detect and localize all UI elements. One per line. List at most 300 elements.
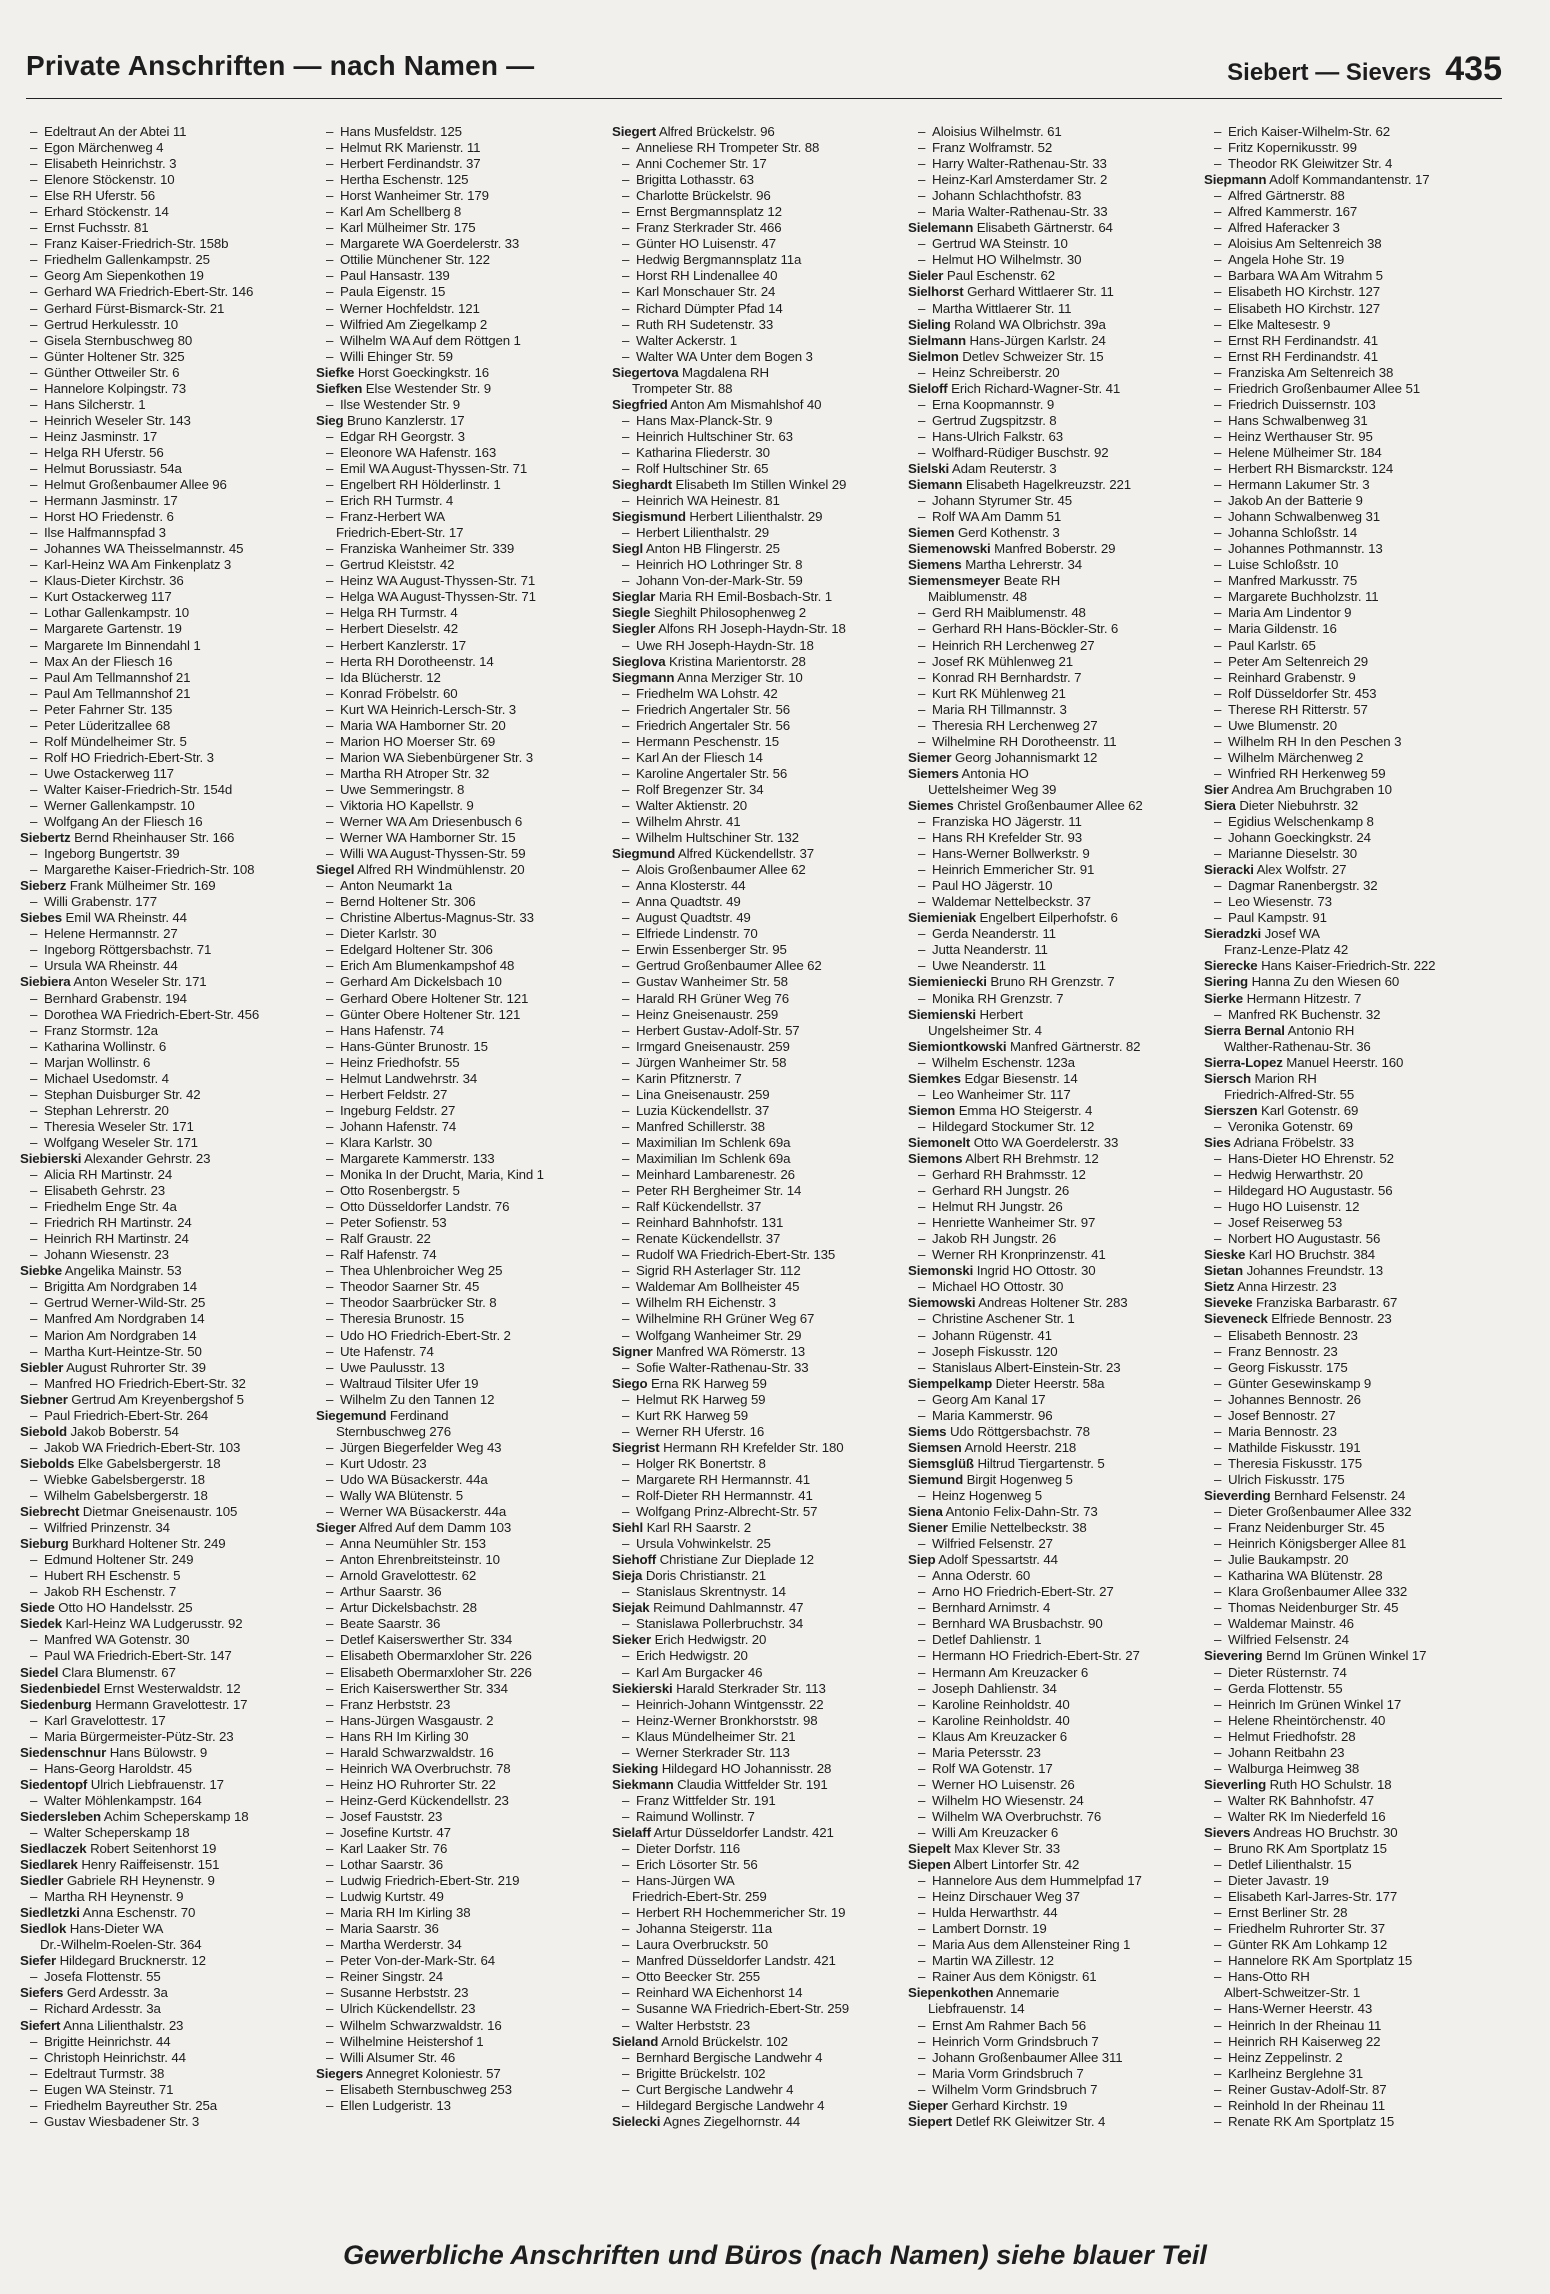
given-name-entry (612, 525, 908, 541)
given-name-entry (316, 798, 612, 814)
entry-text: Renate RK Am Sportplatz 15 (1228, 2113, 1395, 2129)
given-name-entry (612, 1071, 908, 1087)
entry-text: Franziska Barbarastr. 67 (1256, 1295, 1398, 1311)
given-name-entry (20, 1552, 316, 1568)
entry-text: Paul WA Friedrich-Ebert-Str. 147 (44, 1648, 232, 1664)
repeat-dash: – (326, 220, 334, 236)
surname: Sietz (1204, 1279, 1235, 1295)
entry-text: Fritz Kopernikusstr. 99 (1228, 140, 1357, 156)
given-name-entry (20, 1103, 316, 1119)
repeat-dash: – (326, 717, 334, 733)
entry-text: Bernhard Grabenstr. 194 (44, 990, 187, 1006)
repeat-dash: – (30, 1889, 38, 1905)
repeat-dash: – (326, 188, 334, 204)
entry-text: Jakob RH Jungstr. 26 (932, 1231, 1057, 1247)
surname: Sieracki (1204, 862, 1254, 878)
repeat-dash: – (30, 477, 38, 493)
surname: Siemen (908, 525, 955, 541)
repeat-dash: – (326, 1343, 334, 1359)
repeat-dash: – (30, 316, 38, 332)
repeat-dash: – (1214, 300, 1222, 316)
repeat-dash: – (326, 1552, 334, 1568)
entry-text: Anton Ehrenbreitsteinstr. 10 (340, 1552, 500, 1568)
entry-text: Friedhelm Enge Str. 4a (44, 1199, 177, 1215)
entry-text: Wilhelmine Heistershof 1 (340, 2033, 484, 2049)
given-name-entry (20, 413, 316, 429)
entry-text: Robert Seitenhorst 19 (90, 1841, 217, 1857)
entry-text: Dieter Karlstr. 30 (340, 926, 437, 942)
given-name-entry (1204, 1953, 1500, 1969)
entry-text: Friedrich Großenbaumer Allee 51 (1228, 380, 1420, 396)
given-name-entry (1204, 1889, 1500, 1905)
entry-text: Alois Großenbaumer Allee 62 (636, 862, 806, 878)
repeat-dash: – (326, 1086, 334, 1102)
given-name-entry (20, 557, 316, 573)
entry-text: Hugo HO Luisenstr. 12 (1228, 1199, 1360, 1215)
given-name-entry (316, 349, 612, 365)
repeat-dash: – (918, 878, 926, 894)
repeat-dash: – (918, 894, 926, 910)
given-name-entry (20, 2114, 316, 2130)
given-name-entry (612, 429, 908, 445)
repeat-dash: – (30, 1648, 38, 1664)
repeat-dash: – (918, 1712, 926, 1728)
given-name-entry (20, 188, 316, 204)
repeat-dash: – (326, 316, 334, 332)
given-name-entry (20, 461, 316, 477)
repeat-dash: – (622, 1247, 630, 1263)
entry-text: Elke Maltesestr. 9 (1228, 316, 1331, 332)
given-name-entry (1204, 2001, 1500, 2017)
entry-continuation (612, 1889, 908, 1905)
entry-text: Peter Von-der-Mark-Str. 64 (340, 1953, 495, 1969)
entry-text: Reiner Singstr. 24 (340, 1969, 443, 1985)
repeat-dash: – (30, 188, 38, 204)
given-name-entry (908, 1199, 1204, 1215)
surname-entry (612, 605, 908, 621)
entry-text: Ruth HO Schulstr. 18 (1269, 1776, 1392, 1792)
surname-entry (20, 1905, 316, 1921)
given-name-entry (20, 926, 316, 942)
surname: Sieper (908, 2097, 948, 2113)
repeat-dash: – (918, 1247, 926, 1263)
surname-entry (1204, 862, 1500, 878)
surname: Siemers (908, 765, 959, 781)
entry-text: Dorothea WA Friedrich-Ebert-Str. 456 (44, 1006, 260, 1022)
repeat-dash: – (1214, 1215, 1222, 1231)
given-name-entry (908, 1873, 1204, 1889)
entry-text: Konrad Fröbelstr. 60 (340, 685, 458, 701)
entry-text: Hermann Hitzestr. 7 (1246, 990, 1362, 1006)
entry-text: Hans Hafenstr. 74 (340, 1022, 444, 1038)
entry-text: Hedwig Bergmannsplatz 11a (636, 252, 802, 268)
entry-text: Gerd Ardesstr. 3a (66, 1985, 168, 2001)
entry-text: Bernd Rheinhauser Str. 166 (74, 830, 235, 846)
given-name-entry (612, 1472, 908, 1488)
repeat-dash: – (918, 1728, 926, 1744)
surname: Siedletzki (20, 1905, 80, 1921)
surname-entry (20, 830, 316, 846)
entry-text: Christoph Heinrichstr. 44 (44, 2049, 186, 2065)
repeat-dash: – (30, 444, 38, 460)
given-name-entry (20, 525, 316, 541)
surname-entry (20, 1504, 316, 1520)
entry-text: Maria RH Im Kirling 38 (340, 1905, 471, 1921)
entry-text: Maximilian Im Schlenk 69a (636, 1151, 791, 1166)
entry-text: Elisabeth Obermarxloher Str. 226 (340, 1664, 532, 1680)
given-name-entry (20, 2082, 316, 2098)
given-name-entry (20, 284, 316, 300)
repeat-dash: – (918, 1231, 926, 1247)
surname-entry (1204, 1247, 1500, 1263)
repeat-dash: – (326, 2097, 334, 2113)
repeat-dash: – (326, 1199, 334, 1215)
repeat-dash: – (326, 1937, 334, 1953)
repeat-dash: – (326, 749, 334, 765)
given-name-entry (1204, 1472, 1500, 1488)
surname-entry (908, 268, 1204, 284)
repeat-dash: – (622, 749, 630, 765)
entry-text: Friedhelm Ruhrorter Str. 37 (1228, 1921, 1386, 1937)
repeat-dash: – (622, 1215, 630, 1231)
entry-text: Hermann Peschenstr. 15 (636, 733, 780, 749)
given-name-entry (20, 1295, 316, 1311)
entry-text: Franziska HO Jägerstr. 11 (932, 814, 1082, 830)
given-name-entry (1204, 1729, 1500, 1745)
given-name-entry (20, 573, 316, 589)
repeat-dash: – (30, 1295, 38, 1311)
given-name-entry (316, 1937, 612, 1953)
entry-text: Egon Märchenweg 4 (44, 140, 164, 156)
surname: Siebertz (20, 830, 71, 846)
entry-text: Helmut RK Marienstr. 11 (340, 140, 481, 156)
entry-text: Wilhelm Eschenstr. 123a (932, 1054, 1075, 1070)
given-name-entry (612, 1408, 908, 1424)
given-name-entry (316, 1536, 612, 1552)
entry-text: Manfred WA Gotenstr. 30 (44, 1632, 190, 1648)
repeat-dash: – (1214, 252, 1222, 268)
entry-text: Franz Neidenburger Str. 45 (1228, 1520, 1385, 1536)
repeat-dash: – (1214, 1616, 1222, 1632)
given-name-entry (1204, 156, 1500, 172)
entry-text: Hans-Jürgen Karlstr. 24 (969, 332, 1106, 348)
repeat-dash: – (622, 1391, 630, 1407)
repeat-dash: – (918, 1600, 926, 1616)
given-name-entry (20, 204, 316, 220)
surname-entry (1204, 1135, 1500, 1151)
given-name-entry (908, 1215, 1204, 1231)
entry-text: Hermann Lakumer Str. 3 (1228, 477, 1370, 493)
entry-text: Engelbert Eilperhofstr. 6 (979, 910, 1118, 926)
given-name-entry (20, 846, 316, 862)
given-name-entry (20, 1039, 316, 1055)
repeat-dash: – (622, 1199, 630, 1215)
repeat-dash: – (326, 974, 334, 990)
surname-entry (612, 1376, 908, 1392)
repeat-dash: – (622, 1873, 630, 1889)
given-name-entry (1204, 349, 1500, 365)
repeat-dash: – (1214, 1600, 1222, 1616)
entry-text: Holger RK Bonertstr. 8 (636, 1455, 766, 1471)
repeat-dash: – (30, 1728, 38, 1744)
given-name-entry (612, 2050, 908, 2066)
entry-text: Marianne Dieselstr. 30 (1228, 846, 1357, 862)
repeat-dash: – (30, 332, 38, 348)
entry-text: Angelika Mainstr. 53 (64, 1263, 182, 1279)
entry-text: Elisabeth Karl-Jarres-Str. 177 (1228, 1889, 1398, 1905)
surname-entry (908, 1985, 1204, 2001)
entry-text: Theodor Saarner Str. 45 (340, 1279, 480, 1295)
entry-text: Helmut Landwehrstr. 34 (340, 1070, 478, 1086)
entry-text: Hans-Günter Brunostr. 15 (340, 1038, 488, 1054)
repeat-dash: – (918, 2033, 926, 2049)
repeat-dash: – (30, 1375, 38, 1391)
entry-text: Karoline Angertaler Str. 56 (636, 765, 788, 781)
repeat-dash: – (918, 1215, 926, 1231)
repeat-dash: – (622, 797, 630, 813)
entry-text: Heinz Friedhofstr. 55 (340, 1054, 460, 1070)
repeat-dash: – (918, 1937, 926, 1953)
entry-continuation (908, 2001, 1204, 2017)
entry-text: Hannelore Kolpingstr. 73 (44, 380, 187, 396)
given-name-entry (1204, 1536, 1500, 1552)
entry-text: Gertrud Großenbaumer Allee 62 (636, 958, 822, 974)
repeat-dash: – (1214, 268, 1222, 284)
given-name-entry (908, 413, 1204, 429)
given-name-entry (316, 493, 612, 509)
entry-text: Ludwig Kurtstr. 49 (340, 1889, 444, 1905)
given-name-entry (316, 621, 612, 637)
entry-text: Maria RH Tillmannstr. 3 (932, 701, 1067, 717)
entry-text: Bernd Holtener Str. 306 (340, 894, 476, 910)
given-name-entry (316, 429, 612, 445)
entry-text: Walter RK Im Niederfeld 16 (1228, 1808, 1386, 1824)
surname-entry (908, 1135, 1204, 1151)
given-name-entry (1204, 750, 1500, 766)
given-name-entry (612, 734, 908, 750)
repeat-dash: – (918, 396, 926, 412)
given-name-entry (316, 1905, 612, 1921)
surname-entry (908, 798, 1204, 814)
repeat-dash: – (918, 990, 926, 1006)
entry-text: Hans-Jürgen Wasgaustr. 2 (340, 1712, 494, 1728)
repeat-dash: – (1214, 1423, 1222, 1439)
listing-columns (20, 124, 1500, 2184)
entry-text: Wilhelm Schwarzwaldstr. 16 (340, 2017, 502, 2033)
given-name-entry (20, 589, 316, 605)
repeat-dash: – (1214, 1327, 1222, 1343)
repeat-dash: – (326, 1841, 334, 1857)
surname-entry (20, 1600, 316, 1616)
repeat-dash: – (918, 204, 926, 220)
given-name-entry (612, 1616, 908, 1632)
surname-entry (20, 1809, 316, 1825)
given-name-entry (612, 1167, 908, 1183)
surname-entry (908, 1151, 1204, 1167)
repeat-dash: – (30, 894, 38, 910)
repeat-dash: – (1214, 1536, 1222, 1552)
entry-text: Friedrich Angertaler Str. 56 (636, 701, 790, 717)
repeat-dash: – (30, 1086, 38, 1102)
repeat-dash: – (30, 926, 38, 942)
repeat-dash: – (918, 2017, 926, 2033)
given-name-entry (908, 1247, 1204, 1263)
given-name-entry (20, 1440, 316, 1456)
given-name-entry (20, 1119, 316, 1135)
entry-text: Klara Großenbaumer Allee 332 (1228, 1584, 1408, 1600)
given-name-entry (612, 2066, 908, 2082)
given-name-entry (612, 252, 908, 268)
given-name-entry (612, 2082, 908, 2098)
entry-text: Alfred Kückendellstr. 37 (677, 846, 814, 862)
entry-text: Andrea Am Bruchgraben 10 (1231, 781, 1392, 797)
entry-text: Hildegard Brucknerstr. 12 (59, 1953, 206, 1969)
entry-text: Karl RH Saarstr. 2 (646, 1520, 752, 1536)
entry-text: Edeltraut An der Abtei 11 (44, 124, 187, 139)
entry-text: Heinz Jasminstr. 17 (44, 428, 158, 444)
given-name-entry (316, 1568, 612, 1584)
entry-text: Helga WA August-Thyssen-Str. 71 (340, 589, 536, 605)
given-name-entry (1204, 1440, 1500, 1456)
entry-text: Richard Dümpter Pfad 14 (636, 300, 783, 316)
repeat-dash: – (622, 1022, 630, 1038)
repeat-dash: – (622, 1841, 630, 1857)
entry-text: Beate RH (1003, 573, 1061, 589)
entry-text: Wilhelm Märchenweg 2 (1228, 749, 1364, 765)
given-name-entry (20, 2066, 316, 2082)
surname-entry (1204, 1279, 1500, 1295)
given-name-entry (908, 1905, 1204, 1921)
repeat-dash: – (918, 1391, 926, 1407)
surname-entry (316, 2066, 612, 2082)
entry-text: Elisabeth Gärtnerstr. 64 (976, 220, 1113, 236)
entry-text: Anna Quadtstr. 49 (636, 894, 741, 910)
repeat-dash: – (30, 1038, 38, 1054)
given-name-entry (908, 2034, 1204, 2050)
entry-text: Brigitte Brückelstr. 102 (636, 2065, 766, 2081)
entry-text: Ernst Berliner Str. 28 (1228, 1905, 1348, 1921)
given-name-entry (1204, 766, 1500, 782)
given-name-entry (1204, 2034, 1500, 2050)
given-name-entry (1204, 1905, 1500, 1921)
repeat-dash: – (1214, 1199, 1222, 1215)
entry-text: Hans-Jürgen WA (636, 1873, 735, 1889)
repeat-dash: – (30, 814, 38, 830)
repeat-dash: – (622, 525, 630, 541)
repeat-dash: – (1214, 1343, 1222, 1359)
given-name-entry (20, 1376, 316, 1392)
repeat-dash: – (1214, 589, 1222, 605)
entry-text: Hans RH Krefelder Str. 93 (932, 830, 1082, 846)
entry-text: Susanne WA Friedrich-Ebert-Str. 259 (636, 2001, 850, 2017)
given-name-entry (908, 1392, 1204, 1408)
given-name-entry (20, 301, 316, 317)
repeat-dash: – (30, 765, 38, 781)
surname: Sievering (1204, 1648, 1263, 1664)
surname-entry (908, 974, 1204, 990)
given-name-entry (1204, 317, 1500, 333)
entry-text: Hermann Gravelottestr. 17 (95, 1696, 248, 1712)
surname: Siebiera (20, 974, 71, 990)
given-name-entry (20, 1584, 316, 1600)
given-name-entry (612, 1023, 908, 1039)
entry-text: Elfriede Bennostr. 23 (1271, 1311, 1392, 1327)
repeat-dash: – (326, 1247, 334, 1263)
surname-entry (20, 974, 316, 990)
entry-text: Rolf-Dieter RH Hermannstr. 41 (636, 1487, 813, 1503)
repeat-dash: – (622, 1536, 630, 1552)
entry-text: Otto Rosenbergstr. 5 (340, 1183, 460, 1199)
entry-text: Gustav Wiesbadener Str. 3 (44, 2113, 200, 2129)
given-name-entry (612, 1985, 908, 2001)
entry-text: Gerhard RH Jungstr. 26 (932, 1183, 1070, 1199)
given-name-entry (316, 1600, 612, 1616)
entry-text: Elisabeth Heinrichstr. 3 (44, 156, 177, 172)
surname-entry (1204, 1488, 1500, 1504)
repeat-dash: – (622, 958, 630, 974)
entry-text: Gertrud Werner-Wild-Str. 25 (44, 1295, 206, 1311)
entry-text: Alfred Haferacker 3 (1228, 220, 1340, 236)
given-name-entry (1204, 1745, 1500, 1761)
repeat-dash: – (30, 1118, 38, 1134)
entry-text: Johannes WA Theisselmannstr. 45 (44, 541, 244, 557)
entry-text: Anna Hirzestr. 23 (1237, 1279, 1337, 1295)
entry-text: Curt Bergische Landwehr 4 (636, 2081, 794, 2097)
entry-text: Alfred Brückelstr. 96 (658, 124, 775, 139)
entry-text: Paul Am Tellmannshof 21 (44, 669, 191, 685)
repeat-dash: – (1214, 701, 1222, 717)
repeat-dash: – (918, 669, 926, 685)
given-name-entry (1204, 188, 1500, 204)
surname: Siegert (612, 124, 657, 139)
surname: Siegle (612, 605, 651, 621)
entry-text: Harald RH Grüner Weg 76 (636, 990, 789, 1006)
given-name-entry (908, 397, 1204, 413)
surname: Sieberz (20, 878, 67, 894)
given-name-entry (316, 718, 612, 734)
given-name-entry (316, 1777, 612, 1793)
entry-text: Heinrich Königsberger Allee 81 (1228, 1536, 1407, 1552)
given-name-entry (1204, 493, 1500, 509)
given-name-entry (1204, 1841, 1500, 1857)
given-name-entry (20, 1199, 316, 1215)
entry-text: Alexander Gehrstr. 23 (84, 1151, 211, 1166)
surname: Siepmann (1204, 172, 1267, 188)
entry-text: Erich Richard-Wagner-Str. 41 (951, 380, 1121, 396)
repeat-dash: – (622, 236, 630, 252)
entry-text: Mathilde Fiskusstr. 191 (1228, 1439, 1361, 1455)
entry-text: Rolf Hultschiner Str. 65 (636, 460, 769, 476)
given-name-entry (20, 621, 316, 637)
given-name-entry (612, 638, 908, 654)
repeat-dash: – (1214, 557, 1222, 573)
entry-text: Hermann Jasminstr. 17 (44, 493, 178, 509)
given-name-entry (1204, 333, 1500, 349)
given-name-entry (1204, 557, 1500, 573)
given-name-entry (20, 365, 316, 381)
entry-text: Uwe Semmeringstr. 8 (340, 781, 465, 797)
entry-text: Theodor Saarbrücker Str. 8 (340, 1295, 497, 1311)
surname: Sieverding (1204, 1487, 1271, 1503)
given-name-entry (908, 172, 1204, 188)
entry-text: Katharina Wollinstr. 6 (44, 1038, 167, 1054)
entry-text: Heinrich WA Overbruchstr. 78 (340, 1760, 511, 1776)
given-name-entry (20, 1135, 316, 1151)
repeat-dash: – (918, 300, 926, 316)
entry-text: Sternbuschweg 276 (336, 1423, 451, 1439)
entry-text: Ruth RH Sudetenstr. 33 (636, 316, 774, 332)
given-name-entry (20, 702, 316, 718)
